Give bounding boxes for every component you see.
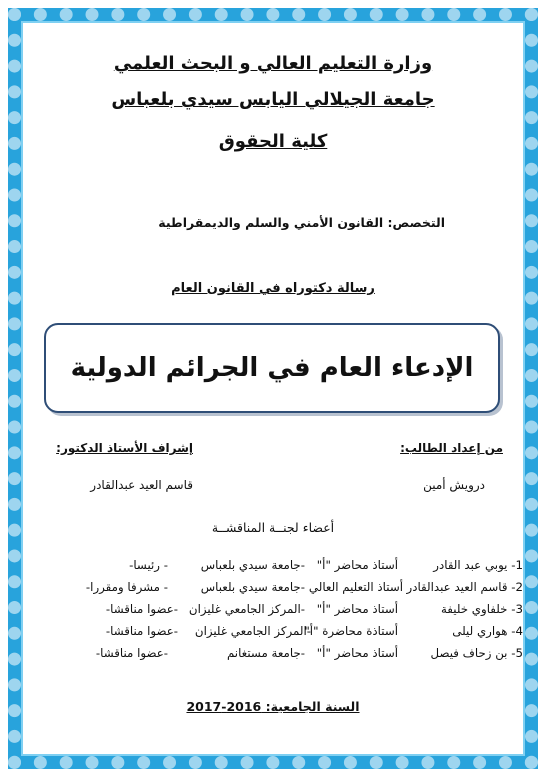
supervisor-label: إشراف الأستاذ الدكتور: [56, 441, 193, 455]
jury-heading: أعضاء لجنــة المناقشــة [211, 520, 335, 535]
jury-member-institution: -جامعة سيدي بلعباس [200, 558, 305, 572]
jury-member-name: 4- هواري ليلى [452, 624, 523, 638]
faculty-heading: كلية الحقوق [218, 131, 328, 152]
title-box [44, 323, 500, 413]
jury-member-institution: -جامعة سيدي بلعباس [200, 580, 305, 594]
jury-member-row [33, 602, 523, 620]
jury-member-role: - مشرفا ومقررا- [85, 580, 168, 594]
jury-member-rank: أستاذ محاضر "أ" [316, 558, 398, 572]
jury-member-row [33, 580, 523, 598]
jury-member-row [33, 624, 523, 642]
supervisor-name: قاسم العيد عبدالقادر [90, 478, 193, 492]
jury-member-row [33, 646, 523, 664]
specialty-line: التخصص: القانون الأمني والسلم والديمقراطية [158, 215, 445, 230]
jury-member-role: -عضوا مناقشا- [105, 602, 178, 616]
university-heading: جامعة الجيلالي اليابس سيدي بلعباس [111, 89, 435, 110]
student-label: من إعداد الطالب: [400, 441, 503, 455]
jury-member-institution: -المركز الجامعي غليزان [194, 624, 311, 638]
jury-member-rank: أستاذ محاضر "أ" [316, 646, 398, 660]
jury-member-role: -عضوا مناقشا- [105, 624, 178, 638]
jury-member-name: 1- يوبي عبد القادر [433, 558, 523, 572]
jury-member-institution: -المركز الجامعي غليزان [188, 602, 305, 616]
jury-member-rank: أستاذ محاضر "أ" [316, 602, 398, 616]
jury-member-name: 2- قاسم العيد عبدالقادر [406, 580, 523, 594]
ministry-heading: وزارة التعليم العالي و البحث العلمي [113, 53, 433, 74]
jury-member-name: 5- بن زحاف فيصل [430, 646, 523, 660]
jury-member-rank: أستاذ التعليم العالي [308, 580, 403, 594]
jury-member-rank: أستاذة محاضرة "أ" [304, 624, 398, 638]
jury-member-institution: -جامعة مستغانم [226, 646, 305, 660]
jury-member-name: 3- خلفاوي خليفة [440, 602, 523, 616]
jury-member-role: -عضوا مناقشا- [95, 646, 168, 660]
cover-page [23, 23, 523, 754]
thesis-type: رسالة دكتوراه في القانون العام [171, 281, 375, 296]
jury-member-role: - رئيسا- [129, 558, 168, 572]
student-name: درويش أمين [423, 478, 485, 492]
academic-year: السنة الجامعية: 2016-2017 [186, 699, 360, 714]
thesis-title: الإدعاء العام في الجرائم الدولية [70, 353, 474, 383]
jury-member-row [33, 558, 523, 576]
